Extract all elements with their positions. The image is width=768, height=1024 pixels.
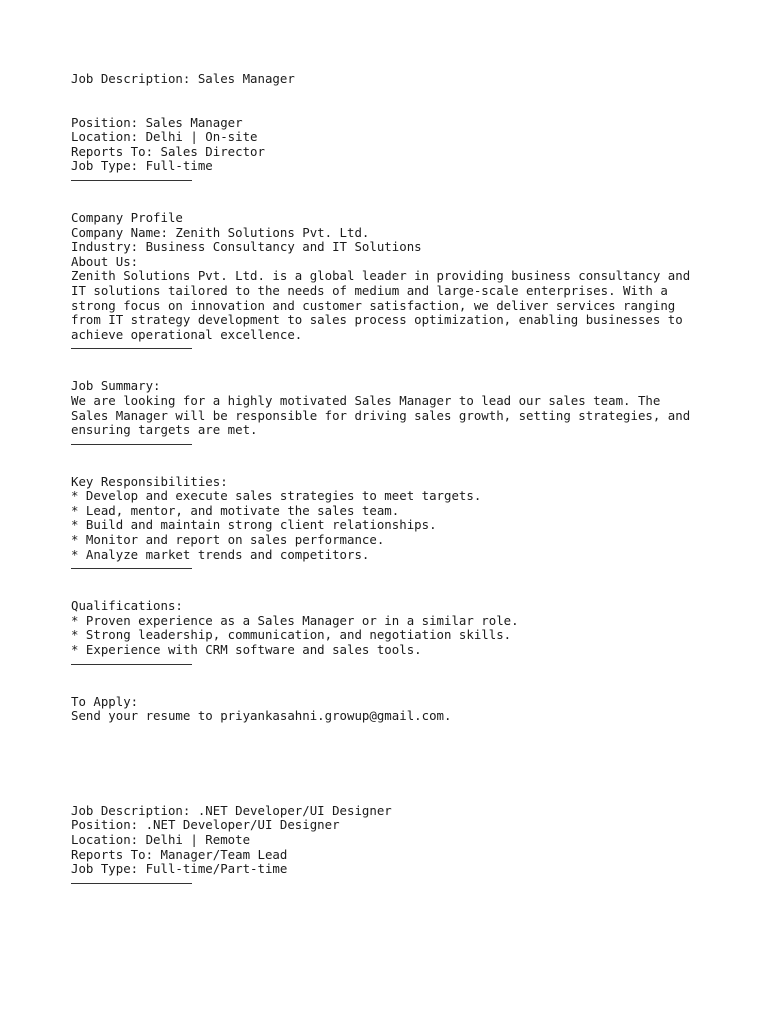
job1-reports-to: Reports To: Sales Director [71,143,265,159]
responsibility-item: * Build and maintain strong client relationships. [71,517,437,533]
to-apply-heading: To Apply: [71,693,139,709]
company-name: Company Name: Zenith Solutions Pvt. Ltd. [71,224,370,240]
responsibilities-heading: Key Responsibilities: [71,473,228,489]
about-us-line: from IT strategy development to sales process optimization, enabling businesses to [71,312,683,328]
job2-job-type: Job Type: Full-time/Part-time [71,861,288,877]
qualification-item: * Proven experience as a Sales Manager or in a similar role. [71,612,519,628]
qualifications-heading: Qualifications: [71,598,183,614]
section-divider [71,883,192,884]
spacer [71,665,731,695]
company-industry: Industry: Business Consultancy and IT Solutions [71,239,422,255]
job-summary-line: ensuring targets are met. [71,422,258,438]
job-summary-line: Sales Manager will be responsible for driving sales growth, setting strategies, and [71,407,691,423]
document-page [71,72,731,884]
job2-location: Location: Delhi | Remote [71,832,251,847]
company-profile-heading: Company Profile [71,209,183,225]
responsibility-item: * Monitor and report on sales performance. [71,532,385,548]
about-us-line: Zenith Solutions Pvt. Ltd. is a global leader in providing business consultancy and [71,268,691,284]
responsibility-item: * Develop and execute sales strategies to meet targets. [71,488,482,504]
about-us-heading: About Us: [71,253,139,269]
spacer [71,724,731,804]
job1-title: Job Description: Sales Manager [71,71,295,86]
job2-position: Position: .NET Developer/UI Designer [71,817,340,833]
spacer [71,181,731,211]
about-us-line: strong focus on innovation and customer satisfaction, we deliver services ranging [71,297,676,313]
responsibility-item: * Analyze market trends and competitors. [71,546,370,562]
job-summary-line: We are looking for a highly motivated Sales Manager to lead our sales team. The [71,392,661,408]
job1-location: Location: Delhi | On-site [71,129,258,145]
job1-job-type: Job Type: Full-time [71,158,213,174]
job2-title: Job Description: .NET Developer/UI Designer [71,802,392,818]
spacer [71,445,731,475]
job2-reports-to: Reports To: Manager/Team Lead [71,846,288,862]
spacer [71,569,731,599]
job1-position: Position: Sales Manager [71,114,243,130]
spacer [71,87,731,116]
responsibility-item: * Lead, mentor, and motivate the sales team. [71,502,400,518]
qualification-item: * Experience with CRM software and sales tools. [71,642,422,658]
qualification-item: * Strong leadership, communication, and negotiation skills. [71,627,512,643]
job-summary-heading: Job Summary: [71,378,161,394]
about-us-line: achieve operational excellence. [71,326,303,342]
about-us-line: IT solutions tailored to the needs of medium and large-scale enterprises. With a [71,282,668,298]
spacer [71,349,731,379]
to-apply-text: Send your resume to priyankasahni.growup@gmail.com. [71,708,452,724]
